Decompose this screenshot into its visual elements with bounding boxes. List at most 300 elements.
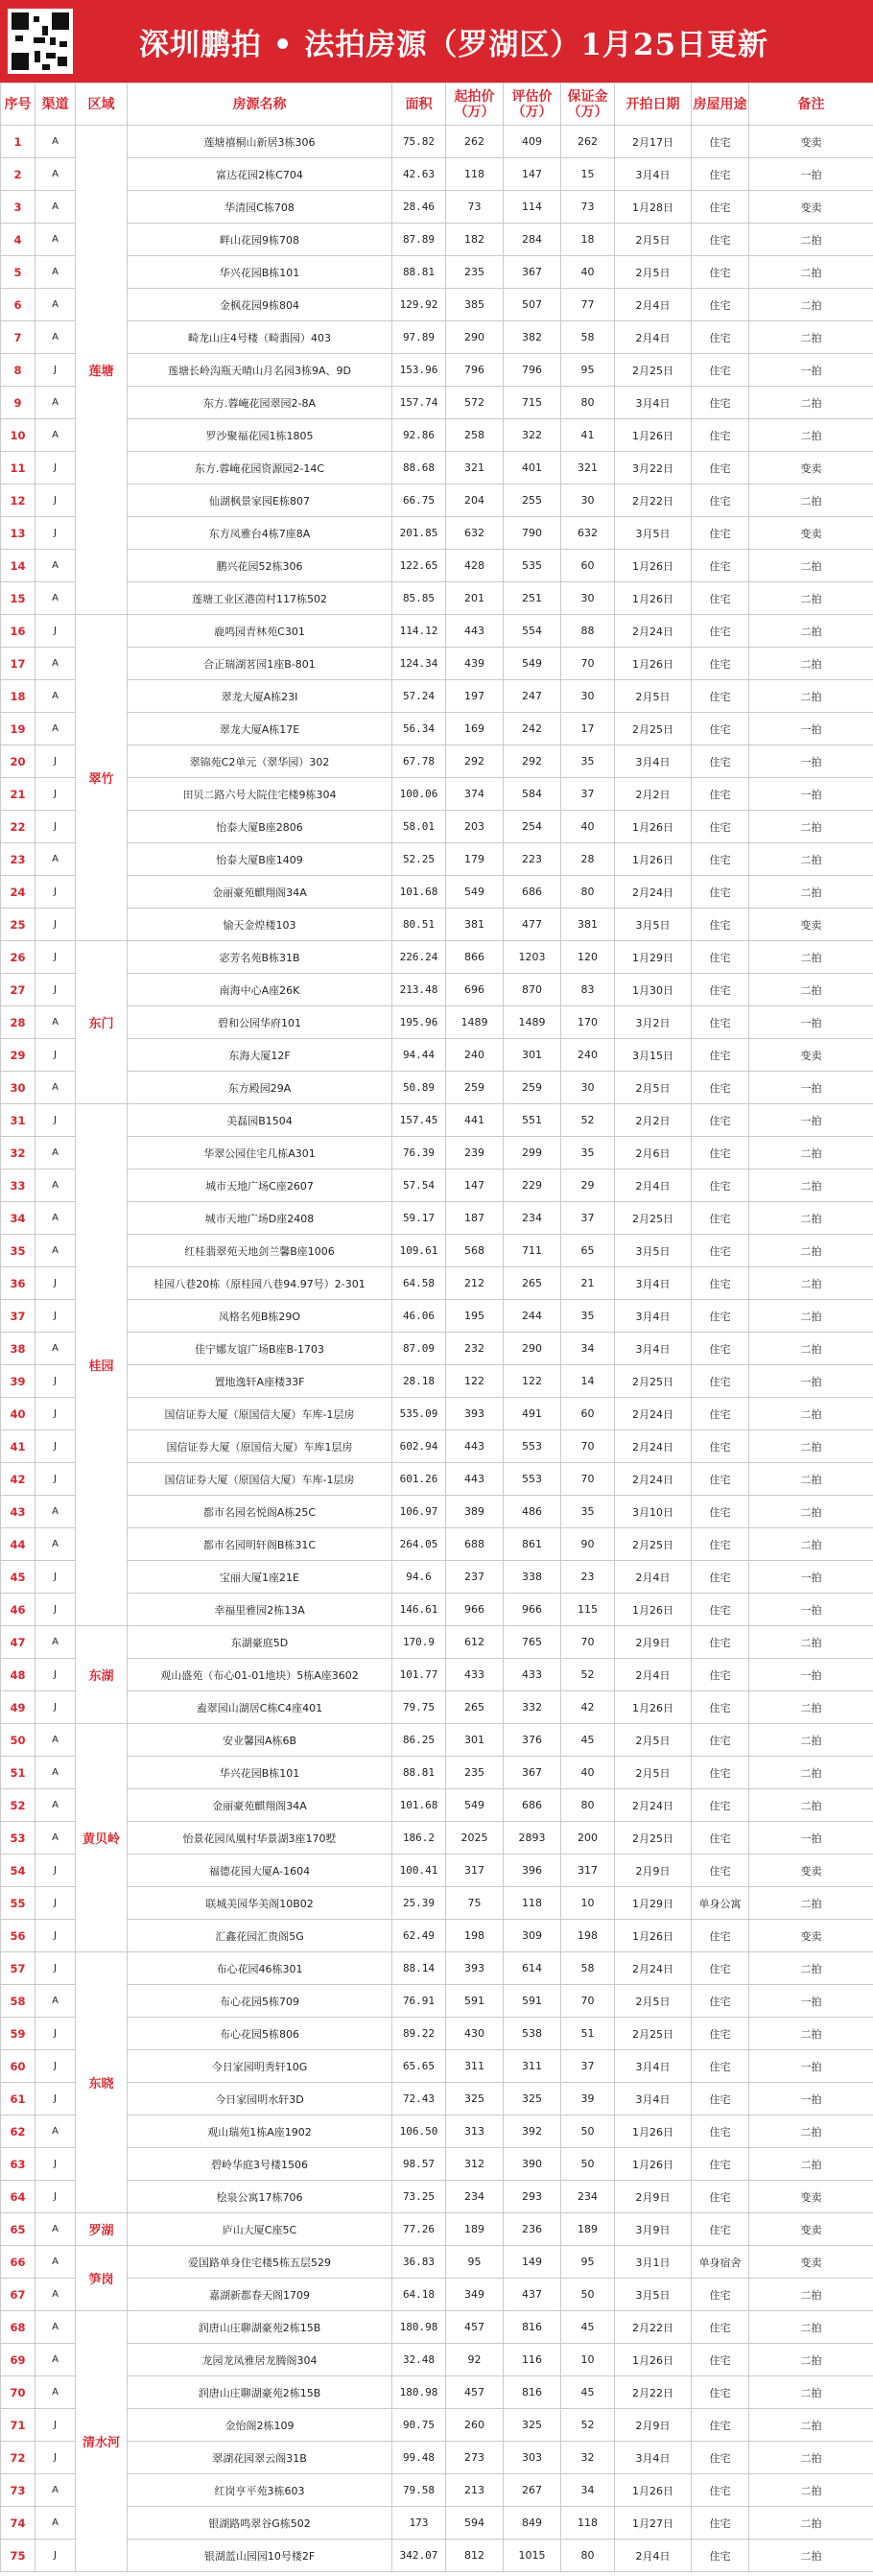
deposit-cell: 80 xyxy=(561,876,615,909)
column-header: 房屋用途 xyxy=(692,83,749,126)
appraisal-price: 332 xyxy=(504,1691,561,1724)
table-row[interactable] xyxy=(1,2246,873,2279)
auction-date: 2月4日 xyxy=(615,1561,692,1594)
property-name: 联城美园华美阁10B02 xyxy=(128,1887,392,1920)
table-row[interactable] xyxy=(1,2540,873,2572)
auction-date: 2月22日 xyxy=(615,2311,692,2344)
channel-cell: J xyxy=(35,354,76,387)
remark-cell: 二拍 xyxy=(749,1691,873,1724)
table-row[interactable] xyxy=(1,1202,873,1235)
property-name: 金丽豪苑麒翔阁34A xyxy=(128,1789,392,1822)
table-row[interactable] xyxy=(1,1626,873,1659)
table-row[interactable] xyxy=(1,256,873,289)
usage-cell: 住宅 xyxy=(692,1300,749,1333)
channel-cell: A xyxy=(35,1072,76,1104)
remark-cell: 二拍 xyxy=(749,256,873,289)
table-row[interactable] xyxy=(1,2050,873,2083)
table-row[interactable] xyxy=(1,484,873,517)
deposit-cell: 189 xyxy=(561,2213,615,2246)
table-row[interactable] xyxy=(1,289,873,321)
area-cell: 28.18 xyxy=(392,1365,446,1398)
table-row[interactable] xyxy=(1,2442,873,2474)
auction-date: 2月4日 xyxy=(615,2540,692,2572)
row-number: 56 xyxy=(1,1920,35,1952)
channel-cell: A xyxy=(35,224,76,256)
column-header: 起拍价（万） xyxy=(446,83,504,126)
property-name: 城市天地广场D座2408 xyxy=(128,1202,392,1235)
property-name: 置地逸轩A座楼33F xyxy=(128,1365,392,1398)
usage-cell: 住宅 xyxy=(692,941,749,974)
table-row[interactable] xyxy=(1,1235,873,1267)
table-row[interactable] xyxy=(1,224,873,256)
property-name: 金丽豪苑麒翔阁34A xyxy=(128,876,392,909)
area-cell: 64.58 xyxy=(392,1267,446,1300)
usage-cell: 住宅 xyxy=(692,1365,749,1398)
start-price: 198 xyxy=(446,1920,504,1952)
table-row[interactable] xyxy=(1,2507,873,2540)
remark-cell: 二拍 xyxy=(749,974,873,1006)
table-row[interactable] xyxy=(1,517,873,550)
deposit-cell: 50 xyxy=(561,2279,615,2311)
usage-cell: 住宅 xyxy=(692,2442,749,2474)
channel-cell: A xyxy=(35,126,76,158)
remark-cell: 二拍 xyxy=(749,876,873,909)
table-row[interactable] xyxy=(1,1006,873,1039)
table-row[interactable] xyxy=(1,2083,873,2115)
area-cell: 97.89 xyxy=(392,321,446,354)
channel-cell: J xyxy=(35,909,76,941)
auction-date: 3月2日 xyxy=(615,1006,692,1039)
appraisal-price: 2893 xyxy=(504,1822,561,1855)
deposit-cell: 381 xyxy=(561,909,615,941)
table-row[interactable] xyxy=(1,1496,873,1528)
deposit-cell: 118 xyxy=(561,2507,615,2540)
remark-cell: 二拍 xyxy=(749,1202,873,1235)
row-number: 20 xyxy=(1,745,35,778)
auction-date: 2月6日 xyxy=(615,1137,692,1170)
deposit-cell: 35 xyxy=(561,1496,615,1528)
channel-cell: J xyxy=(35,2540,76,2572)
area-cell: 101.68 xyxy=(392,1789,446,1822)
table-row[interactable] xyxy=(1,941,873,974)
area-cell: 58.01 xyxy=(392,811,446,843)
auction-date: 3月5日 xyxy=(615,909,692,941)
channel-cell: A xyxy=(35,680,76,713)
auction-date: 3月4日 xyxy=(615,1333,692,1365)
property-name: 布心花园5栋709 xyxy=(128,1985,392,2018)
table-row[interactable] xyxy=(1,1137,873,1170)
auction-date: 3月4日 xyxy=(615,2050,692,2083)
property-name: 莲塘禧桐山新居3栋306 xyxy=(128,126,392,158)
table-row[interactable] xyxy=(1,321,873,354)
auction-date: 3月5日 xyxy=(615,2279,692,2311)
usage-cell: 住宅 xyxy=(692,1202,749,1235)
table-row[interactable] xyxy=(1,126,873,158)
table-row[interactable] xyxy=(1,1822,873,1855)
remark-cell: 二拍 xyxy=(749,1952,873,1985)
table-row[interactable] xyxy=(1,1920,873,1952)
table-row[interactable] xyxy=(1,1333,873,1365)
channel-cell: A xyxy=(35,289,76,321)
area-cell: 180.98 xyxy=(392,2311,446,2344)
usage-cell: 住宅 xyxy=(692,1006,749,1039)
remark-cell: 变卖 xyxy=(749,126,873,158)
channel-cell: J xyxy=(35,1463,76,1496)
remark-cell: 二拍 xyxy=(749,1333,873,1365)
remark-cell: 二拍 xyxy=(749,2442,873,2474)
property-name: 东湖豪庭5D xyxy=(128,1626,392,1659)
area-cell: 80.51 xyxy=(392,909,446,941)
start-price: 321 xyxy=(446,452,504,484)
region-cell: 翠竹 xyxy=(76,615,128,941)
row-number: 10 xyxy=(1,419,35,452)
table-row[interactable] xyxy=(1,452,873,484)
remark-cell: 二拍 xyxy=(749,1887,873,1920)
property-name: 翠湖花园翠云阁31B xyxy=(128,2442,392,2474)
usage-cell: 住宅 xyxy=(692,1104,749,1137)
auction-date: 1月29日 xyxy=(615,1887,692,1920)
auction-date: 1月26日 xyxy=(615,419,692,452)
property-name: 桧泉公寓17栋706 xyxy=(128,2181,392,2213)
appraisal-price: 861 xyxy=(504,1528,561,1561)
channel-cell: A xyxy=(35,1724,76,1757)
appraisal-price: 433 xyxy=(504,1659,561,1691)
table-row[interactable] xyxy=(1,713,873,745)
qr-code-icon[interactable] xyxy=(8,9,73,74)
property-name: 合正瑞湖茗园1座B-801 xyxy=(128,648,392,680)
usage-cell: 住宅 xyxy=(692,1235,749,1267)
property-name: 畸龙山庄4号楼（畸翡园）403 xyxy=(128,321,392,354)
channel-cell: J xyxy=(35,517,76,550)
appraisal-price: 715 xyxy=(504,387,561,419)
table-row[interactable] xyxy=(1,2148,873,2181)
table-row[interactable] xyxy=(1,2018,873,2050)
table-row[interactable] xyxy=(1,909,873,941)
table-row[interactable] xyxy=(1,2409,873,2442)
appraisal-price: 1489 xyxy=(504,1006,561,1039)
deposit-cell: 115 xyxy=(561,1594,615,1626)
table-row[interactable] xyxy=(1,1691,873,1724)
start-price: 457 xyxy=(446,2311,504,2344)
column-header: 评估价（万） xyxy=(504,83,561,126)
appraisal-price: 303 xyxy=(504,2442,561,2474)
deposit-cell: 58 xyxy=(561,321,615,354)
row-number: 46 xyxy=(1,1594,35,1626)
row-number: 52 xyxy=(1,1789,35,1822)
row-number: 25 xyxy=(1,909,35,941)
table-row[interactable] xyxy=(1,1104,873,1137)
appraisal-price: 325 xyxy=(504,2409,561,2442)
channel-cell: J xyxy=(35,452,76,484)
start-price: 182 xyxy=(446,224,504,256)
table-row[interactable] xyxy=(1,1757,873,1789)
usage-cell: 住宅 xyxy=(692,745,749,778)
remark-cell: 变卖 xyxy=(749,2246,873,2279)
remark-cell: 二拍 xyxy=(749,680,873,713)
property-name: 莲塘工业区港茵村117栋502 xyxy=(128,582,392,615)
remark-cell: 二拍 xyxy=(749,843,873,876)
table-row[interactable] xyxy=(1,2344,873,2376)
channel-cell: A xyxy=(35,1985,76,2018)
channel-cell: A xyxy=(35,158,76,191)
remark-cell: 二拍 xyxy=(749,484,873,517)
area-cell: 153.96 xyxy=(392,354,446,387)
table-row[interactable] xyxy=(1,2213,873,2246)
deposit-cell: 321 xyxy=(561,452,615,484)
table-row[interactable] xyxy=(1,419,873,452)
table-row[interactable] xyxy=(1,2115,873,2148)
appraisal-price: 390 xyxy=(504,2148,561,2181)
deposit-cell: 80 xyxy=(561,387,615,419)
channel-cell: A xyxy=(35,419,76,452)
start-price: 237 xyxy=(446,1561,504,1594)
usage-cell: 住宅 xyxy=(692,974,749,1006)
table-row[interactable] xyxy=(1,1561,873,1594)
auction-date: 3月4日 xyxy=(615,2442,692,2474)
table-row[interactable] xyxy=(1,648,873,680)
start-price: 204 xyxy=(446,484,504,517)
channel-cell: J xyxy=(35,1430,76,1463)
usage-cell: 住宅 xyxy=(692,2474,749,2507)
row-number: 71 xyxy=(1,2409,35,2442)
table-row[interactable] xyxy=(1,1267,873,1300)
appraisal-price: 309 xyxy=(504,1920,561,1952)
deposit-cell: 18 xyxy=(561,224,615,256)
deposit-cell: 10 xyxy=(561,1887,615,1920)
deposit-cell: 30 xyxy=(561,1072,615,1104)
start-price: 796 xyxy=(446,354,504,387)
usage-cell: 住宅 xyxy=(692,1333,749,1365)
property-name: 畔山花园9栋708 xyxy=(128,224,392,256)
channel-cell: J xyxy=(35,1855,76,1887)
table-row[interactable] xyxy=(1,2474,873,2507)
table-row[interactable] xyxy=(1,974,873,1006)
auction-date: 2月4日 xyxy=(615,1170,692,1202)
table-row[interactable] xyxy=(1,2181,873,2213)
table-row[interactable] xyxy=(1,2279,873,2311)
deposit-cell: 35 xyxy=(561,745,615,778)
table-row[interactable] xyxy=(1,191,873,224)
usage-cell: 住宅 xyxy=(692,550,749,582)
appraisal-price: 551 xyxy=(504,1104,561,1137)
row-number: 33 xyxy=(1,1170,35,1202)
auction-date: 2月4日 xyxy=(615,1659,692,1691)
table-row[interactable] xyxy=(1,1528,873,1561)
auction-date: 3月4日 xyxy=(615,1300,692,1333)
table-row[interactable] xyxy=(1,2376,873,2409)
start-price: 212 xyxy=(446,1267,504,1300)
area-cell: 77.26 xyxy=(392,2213,446,2246)
auction-date: 1月26日 xyxy=(615,1594,692,1626)
property-name: 今日家园明秀轩10G xyxy=(128,2050,392,2083)
usage-cell: 住宅 xyxy=(692,1724,749,1757)
deposit-cell: 42 xyxy=(561,1691,615,1724)
appraisal-price: 267 xyxy=(504,2474,561,2507)
start-price: 169 xyxy=(446,713,504,745)
auction-date: 2月24日 xyxy=(615,1398,692,1430)
property-name: 观山瑞苑1栋A座1902 xyxy=(128,2115,392,2148)
area-cell: 56.34 xyxy=(392,713,446,745)
property-name: 莲塘长岭沟瓶天晴山月名园3栋9A、9D xyxy=(128,354,392,387)
table-row[interactable] xyxy=(1,843,873,876)
deposit-cell: 632 xyxy=(561,517,615,550)
appraisal-price: 376 xyxy=(504,1724,561,1757)
appraisal-price: 1203 xyxy=(504,941,561,974)
auction-date: 2月25日 xyxy=(615,1365,692,1398)
start-price: 235 xyxy=(446,1757,504,1789)
table-row[interactable] xyxy=(1,680,873,713)
start-price: 393 xyxy=(446,1398,504,1430)
channel-cell: A xyxy=(35,2115,76,2148)
start-price: 374 xyxy=(446,778,504,811)
property-name: 怡景花园凤凰村华景湖3座170墅 xyxy=(128,1822,392,1855)
deposit-cell: 70 xyxy=(561,1430,615,1463)
remark-cell: 二拍 xyxy=(749,2311,873,2344)
start-price: 292 xyxy=(446,745,504,778)
column-header: 面积 xyxy=(392,83,446,126)
appraisal-price: 290 xyxy=(504,1333,561,1365)
table-row[interactable] xyxy=(1,2311,873,2344)
usage-cell: 住宅 xyxy=(692,1430,749,1463)
deposit-cell: 52 xyxy=(561,1659,615,1691)
table-row[interactable] xyxy=(1,876,873,909)
property-name: 翠龙大厦A栋23I xyxy=(128,680,392,713)
row-number: 66 xyxy=(1,2246,35,2279)
appraisal-price: 236 xyxy=(504,2213,561,2246)
area-cell: 76.39 xyxy=(392,1137,446,1170)
remark-cell: 一拍 xyxy=(749,354,873,387)
start-price: 385 xyxy=(446,289,504,321)
table-row[interactable] xyxy=(1,387,873,419)
row-number: 11 xyxy=(1,452,35,484)
usage-cell: 住宅 xyxy=(692,1855,749,1887)
property-name: 龙园龙凤雅居龙腾阁304 xyxy=(128,2344,392,2376)
row-number: 61 xyxy=(1,2083,35,2115)
start-price: 189 xyxy=(446,2213,504,2246)
row-number: 59 xyxy=(1,2018,35,2050)
column-header: 序号 xyxy=(1,83,35,126)
row-number: 75 xyxy=(1,2540,35,2572)
remark-cell: 二拍 xyxy=(749,1235,873,1267)
property-name: 鹏兴花园52栋306 xyxy=(128,550,392,582)
table-row[interactable] xyxy=(1,615,873,648)
appraisal-price: 367 xyxy=(504,1757,561,1789)
appraisal-price: 229 xyxy=(504,1170,561,1202)
start-price: 197 xyxy=(446,680,504,713)
channel-cell: A xyxy=(35,550,76,582)
table-row[interactable] xyxy=(1,158,873,191)
table-row[interactable] xyxy=(1,1952,873,1985)
region-cell: 清水河 xyxy=(76,2311,128,2572)
auction-date: 2月24日 xyxy=(615,1463,692,1496)
deposit-cell: 45 xyxy=(561,2311,615,2344)
remark-cell: 一拍 xyxy=(749,1365,873,1398)
row-number: 36 xyxy=(1,1267,35,1300)
start-price: 73 xyxy=(446,191,504,224)
channel-cell: A xyxy=(35,2507,76,2540)
table-row[interactable] xyxy=(1,1659,873,1691)
auction-date: 2月9日 xyxy=(615,1855,692,1887)
start-price: 443 xyxy=(446,1430,504,1463)
table-row[interactable] xyxy=(1,1789,873,1822)
row-number: 29 xyxy=(1,1039,35,1072)
table-row[interactable] xyxy=(1,1594,873,1626)
table-row[interactable] xyxy=(1,550,873,582)
appraisal-price: 816 xyxy=(504,2311,561,2344)
remark-cell: 二拍 xyxy=(749,2115,873,2148)
table-row[interactable] xyxy=(1,1300,873,1333)
appraisal-price: 553 xyxy=(504,1430,561,1463)
table-row[interactable] xyxy=(1,1985,873,2018)
table-row[interactable] xyxy=(1,1039,873,1072)
row-number: 22 xyxy=(1,811,35,843)
row-number: 63 xyxy=(1,2148,35,2181)
row-number: 73 xyxy=(1,2474,35,2507)
deposit-cell: 95 xyxy=(561,2246,615,2279)
remark-cell: 一拍 xyxy=(749,778,873,811)
row-number: 53 xyxy=(1,1822,35,1855)
remark-cell: 二拍 xyxy=(749,1724,873,1757)
remark-cell: 二拍 xyxy=(749,648,873,680)
auction-date: 1月30日 xyxy=(615,974,692,1006)
start-price: 260 xyxy=(446,2409,504,2442)
table-row[interactable] xyxy=(1,1365,873,1398)
header-banner xyxy=(0,0,873,83)
area-cell: 67.78 xyxy=(392,745,446,778)
area-cell: 129.92 xyxy=(392,289,446,321)
table-row[interactable] xyxy=(1,745,873,778)
auction-date: 2月25日 xyxy=(615,354,692,387)
remark-cell: 变卖 xyxy=(749,2181,873,2213)
property-name: 嘉湖新都春天阁1709 xyxy=(128,2279,392,2311)
remark-cell: 变卖 xyxy=(749,452,873,484)
table-row[interactable] xyxy=(1,1724,873,1757)
row-number: 64 xyxy=(1,2181,35,2213)
table-row[interactable] xyxy=(1,1887,873,1920)
appraisal-price: 614 xyxy=(504,1952,561,1985)
deposit-cell: 70 xyxy=(561,1985,615,2018)
table-row[interactable] xyxy=(1,582,873,615)
property-name: 桂园八巷20栋（原桂园八巷94.97号）2-301 xyxy=(128,1267,392,1300)
auction-date: 1月27日 xyxy=(615,2507,692,2540)
channel-cell: J xyxy=(35,876,76,909)
usage-cell: 住宅 xyxy=(692,2507,749,2540)
table-row[interactable] xyxy=(1,1463,873,1496)
start-price: 441 xyxy=(446,1104,504,1137)
table-row[interactable] xyxy=(1,1170,873,1202)
table-row[interactable] xyxy=(1,778,873,811)
auction-date: 2月22日 xyxy=(615,2376,692,2409)
auction-date: 2月4日 xyxy=(615,289,692,321)
property-name: 华清园C栋708 xyxy=(128,191,392,224)
area-cell: 87.09 xyxy=(392,1333,446,1365)
appraisal-price: 535 xyxy=(504,550,561,582)
auction-date: 2月5日 xyxy=(615,256,692,289)
remark-cell: 二拍 xyxy=(749,1300,873,1333)
channel-cell: J xyxy=(35,1039,76,1072)
row-number: 40 xyxy=(1,1398,35,1430)
region-cell: 东门 xyxy=(76,941,128,1104)
channel-cell: A xyxy=(35,843,76,876)
table-row[interactable] xyxy=(1,1072,873,1104)
start-price: 349 xyxy=(446,2279,504,2311)
table-row[interactable] xyxy=(1,811,873,843)
table-row[interactable] xyxy=(1,1430,873,1463)
area-cell: 146.61 xyxy=(392,1594,446,1626)
table-row[interactable] xyxy=(1,354,873,387)
table-row[interactable] xyxy=(1,1398,873,1430)
table-row[interactable] xyxy=(1,1855,873,1887)
